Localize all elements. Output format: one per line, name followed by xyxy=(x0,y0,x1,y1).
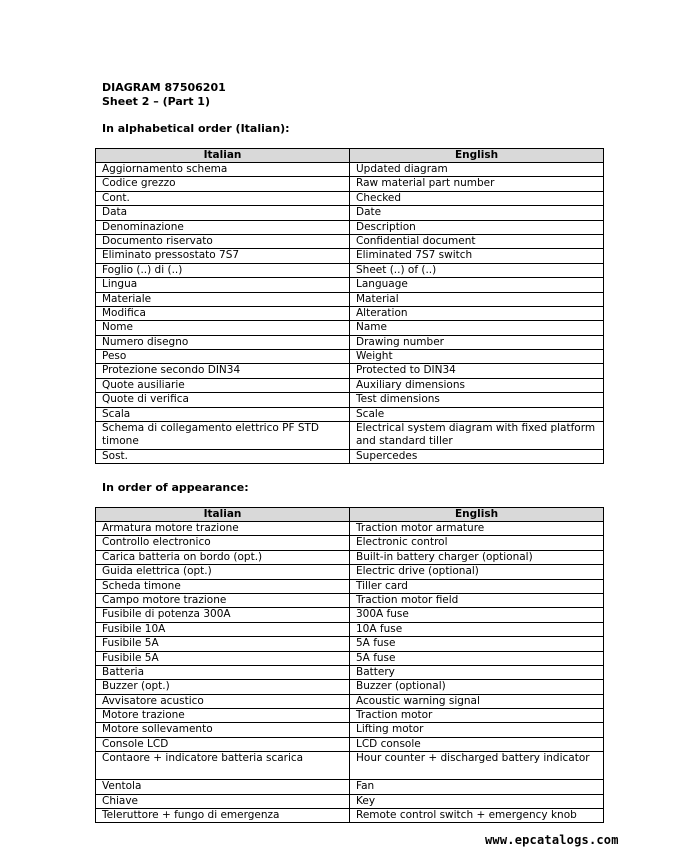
cell-italian: Avvisatore acustico xyxy=(96,694,350,708)
cell-italian: Guida elettrica (opt.) xyxy=(96,565,350,579)
alphabetical-table-body xyxy=(96,163,604,464)
cell-english: Tiller card xyxy=(350,579,604,593)
table-header-row xyxy=(96,149,604,163)
cell-english: Battery xyxy=(350,665,604,679)
table-row xyxy=(96,393,604,407)
cell-italian: Quote di verifica xyxy=(96,393,350,407)
cell-english: Drawing number xyxy=(350,335,604,349)
table-row xyxy=(96,665,604,679)
cell-english: Lifting motor xyxy=(350,723,604,737)
cell-english: Eliminated 7S7 switch xyxy=(350,249,604,263)
table-row xyxy=(96,794,604,808)
table-row xyxy=(96,637,604,651)
cell-italian: Documento riservato xyxy=(96,234,350,248)
cell-italian: Modifica xyxy=(96,306,350,320)
table-row xyxy=(96,809,604,823)
appearance-table xyxy=(95,507,604,823)
table-row xyxy=(96,407,604,421)
appearance-table-body xyxy=(96,522,604,823)
cell-italian: Armatura motore trazione xyxy=(96,522,350,536)
cell-english: Fan xyxy=(350,780,604,794)
table-row xyxy=(96,709,604,723)
cell-english: 5A fuse xyxy=(350,637,604,651)
cell-english: Acoustic warning signal xyxy=(350,694,604,708)
cell-english: Built-in battery charger (optional) xyxy=(350,550,604,564)
cell-english: Confidential document xyxy=(350,234,604,248)
cell-italian: Motore trazione xyxy=(96,709,350,723)
cell-english: Remote control switch + emergency knob xyxy=(350,809,604,823)
cell-italian: Chiave xyxy=(96,794,350,808)
cell-english: Electrical system diagram with fixed platform and standard tiller xyxy=(350,422,604,450)
table-row xyxy=(96,335,604,349)
cell-italian: Denominazione xyxy=(96,220,350,234)
table-row xyxy=(96,680,604,694)
cell-english: Raw material part number xyxy=(350,177,604,191)
cell-italian: Numero disegno xyxy=(96,335,350,349)
table-row xyxy=(96,177,604,191)
table-row xyxy=(96,249,604,263)
table-header-row xyxy=(96,508,604,522)
table-row xyxy=(96,306,604,320)
footer-watermark[interactable]: www.epcatalogs.com xyxy=(485,833,619,847)
cell-english: Traction motor armature xyxy=(350,522,604,536)
table-row xyxy=(96,378,604,392)
cell-english: Test dimensions xyxy=(350,393,604,407)
table-row xyxy=(96,579,604,593)
table-row xyxy=(96,278,604,292)
cell-english: Weight xyxy=(350,350,604,364)
cell-english: Language xyxy=(350,278,604,292)
cell-italian: Quote ausiliarie xyxy=(96,378,350,392)
cell-italian: Aggiornamento schema xyxy=(96,163,350,177)
cell-italian: Fusibile di potenza 300A xyxy=(96,608,350,622)
cell-italian: Cont. xyxy=(96,191,350,205)
table-row xyxy=(96,422,604,450)
cell-italian: Buzzer (opt.) xyxy=(96,680,350,694)
cell-italian: Protezione secondo DIN34 xyxy=(96,364,350,378)
cell-italian: Lingua xyxy=(96,278,350,292)
table-row xyxy=(96,593,604,607)
cell-italian: Motore sollevamento xyxy=(96,723,350,737)
cell-english: Material xyxy=(350,292,604,306)
table-row xyxy=(96,608,604,622)
cell-italian: Eliminato pressostato 7S7 xyxy=(96,249,350,263)
cell-italian: Sost. xyxy=(96,450,350,464)
column-header-italian: Italian xyxy=(96,149,350,163)
cell-italian: Materiale xyxy=(96,292,350,306)
cell-italian: Nome xyxy=(96,321,350,335)
cell-english: Checked xyxy=(350,191,604,205)
table-row xyxy=(96,780,604,794)
table-row xyxy=(96,364,604,378)
cell-english: Date xyxy=(350,206,604,220)
cell-english: Scale xyxy=(350,407,604,421)
cell-english: LCD console xyxy=(350,737,604,751)
cell-english: Traction motor field xyxy=(350,593,604,607)
table-row xyxy=(96,651,604,665)
cell-english: 300A fuse xyxy=(350,608,604,622)
table-row xyxy=(96,565,604,579)
diagram-title: DIAGRAM 87506201 xyxy=(102,81,226,94)
cell-english: Sheet (..) of (..) xyxy=(350,263,604,277)
table-row xyxy=(96,163,604,177)
cell-italian: Peso xyxy=(96,350,350,364)
cell-english: Key xyxy=(350,794,604,808)
column-header-english: English xyxy=(350,149,604,163)
cell-italian: Teleruttore + fungo di emergenza xyxy=(96,809,350,823)
cell-italian: Console LCD xyxy=(96,737,350,751)
cell-italian: Batteria xyxy=(96,665,350,679)
table-row xyxy=(96,752,604,780)
table-row xyxy=(96,220,604,234)
table-row xyxy=(96,536,604,550)
table-row xyxy=(96,723,604,737)
cell-english: Protected to DIN34 xyxy=(350,364,604,378)
table-row xyxy=(96,191,604,205)
cell-english: 10A fuse xyxy=(350,622,604,636)
cell-english: Auxiliary dimensions xyxy=(350,378,604,392)
cell-italian: Codice grezzo xyxy=(96,177,350,191)
column-header-italian: Italian xyxy=(96,508,350,522)
cell-italian: Controllo electronico xyxy=(96,536,350,550)
column-header-english: English xyxy=(350,508,604,522)
table-row xyxy=(96,263,604,277)
alphabetical-heading: In alphabetical order (Italian): xyxy=(102,122,290,135)
cell-english: Name xyxy=(350,321,604,335)
table-row xyxy=(96,292,604,306)
table-row xyxy=(96,694,604,708)
cell-english: Updated diagram xyxy=(350,163,604,177)
cell-english: Buzzer (optional) xyxy=(350,680,604,694)
appearance-heading: In order of appearance: xyxy=(102,481,249,494)
cell-italian: Ventola xyxy=(96,780,350,794)
cell-italian: Campo motore trazione xyxy=(96,593,350,607)
cell-english: 5A fuse xyxy=(350,651,604,665)
cell-english: Alteration xyxy=(350,306,604,320)
table-row xyxy=(96,321,604,335)
cell-english: Traction motor xyxy=(350,709,604,723)
cell-italian: Scheda timone xyxy=(96,579,350,593)
alphabetical-table xyxy=(95,148,604,464)
cell-italian: Contaore + indicatore batteria scarica xyxy=(96,752,350,780)
cell-italian: Schema di collegamento elettrico PF STD timone xyxy=(96,422,350,450)
table-row xyxy=(96,522,604,536)
cell-english: Electronic control xyxy=(350,536,604,550)
cell-english: Supercedes xyxy=(350,450,604,464)
table-row xyxy=(96,450,604,464)
sheet-label: Sheet 2 – (Part 1) xyxy=(102,95,210,108)
table-row xyxy=(96,234,604,248)
cell-italian: Carica batteria on bordo (opt.) xyxy=(96,550,350,564)
cell-italian: Data xyxy=(96,206,350,220)
cell-english: Hour counter + discharged battery indicator xyxy=(350,752,604,780)
table-row xyxy=(96,206,604,220)
table-row xyxy=(96,550,604,564)
cell-english: Electric drive (optional) xyxy=(350,565,604,579)
cell-italian: Fusibile 10A xyxy=(96,622,350,636)
table-row xyxy=(96,737,604,751)
cell-italian: Foglio (..) di (..) xyxy=(96,263,350,277)
cell-italian: Fusibile 5A xyxy=(96,651,350,665)
cell-italian: Scala xyxy=(96,407,350,421)
table-row xyxy=(96,350,604,364)
cell-english: Description xyxy=(350,220,604,234)
cell-italian: Fusibile 5A xyxy=(96,637,350,651)
table-row xyxy=(96,622,604,636)
